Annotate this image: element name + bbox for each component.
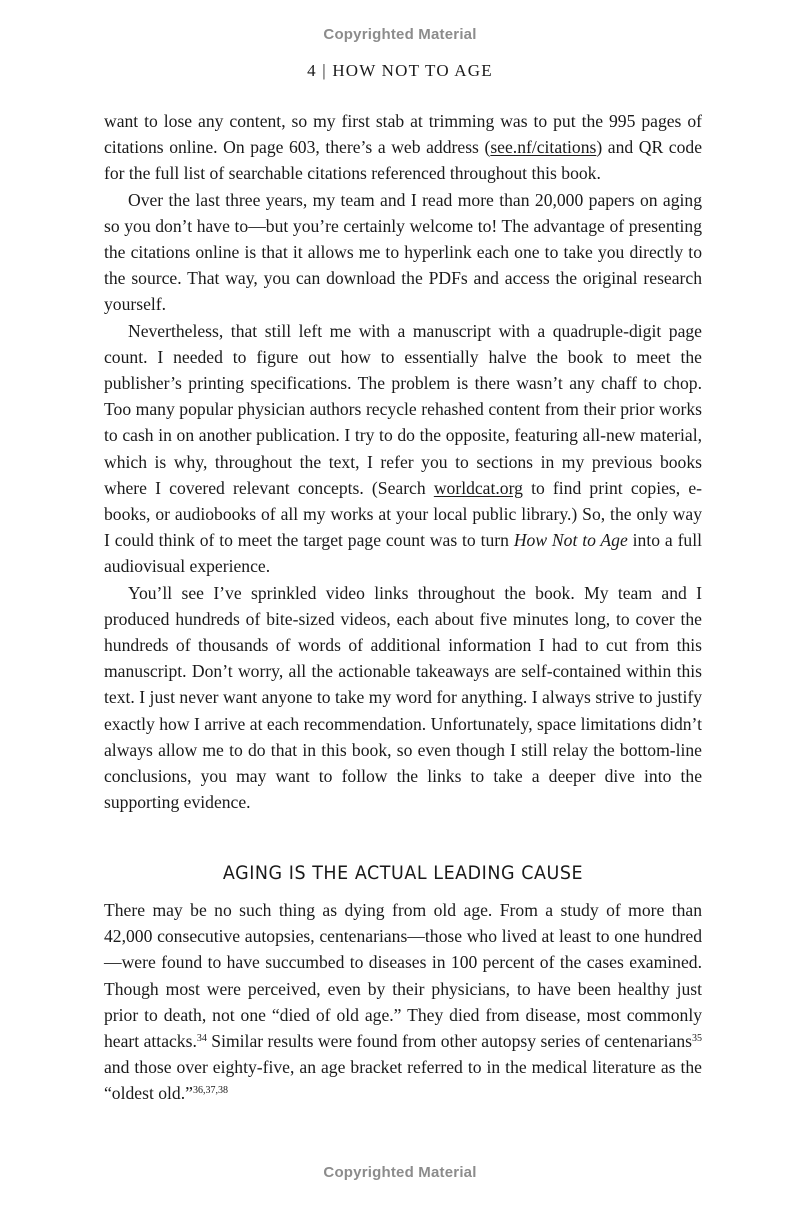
watermark-bottom: Copyrighted Material: [323, 1164, 477, 1181]
running-head: 4 | HOW NOT TO AGE: [307, 61, 493, 80]
book-title: How Not to Age: [513, 530, 628, 551]
paragraph-3: [104, 318, 702, 580]
paragraph-4: You’ll see I’ve sprinkled video links throughout the book. My team and I produced hundreds of bite-sized videos, each about five minutes long, to cover the hundreds of thousands of words of additional information I had to cut from this manuscript. Don’t worry, all the actionable takeaways are self-contained within this text. I just never want anyone to take my word for anything. I always strive to justify exactly how I arrive at each recommendation. Unfortunately, space limitations didn’t always allow me to do that in this book, so even though I still relay the bottom-line conclusions, you may want to follow the links to take a deeper dive into the supporting evidence.: [104, 582, 702, 813]
paragraph-text: and those over eighty-five, an age bracket referred to in the medical literature as the “oldest old.”: [104, 1057, 702, 1104]
section-text: [104, 897, 702, 1107]
paragraph-text: want to lose any content, so my first stab at trimming was to put the 995 pages of citations online. On page 603, there’s a web address (: [104, 111, 702, 158]
footnote-ref[interactable]: 36,37,38: [192, 1085, 228, 1097]
worldcat-link[interactable]: worldcat.org: [433, 477, 523, 498]
paragraph-text: Nevertheless, that still left me with a manuscript with a quadruple-digit page count. I needed to figure out how to essentially halve the book to meet the publisher’s printing specifications. The problem is there wasn’t any chaff to chop. Too many popular physician authors recycle rehashed content from their prior works to cash in on another publication. I try to do the opposite, featuring all-new material, which is why, throughout the text, I refer you to sections in my previous books where I covered relevant concepts. (Search: [104, 320, 702, 498]
intro-text: [104, 108, 702, 815]
paragraph-text: ) and QR code for the full list of searchable citations referenced throughout this book.: [104, 137, 703, 184]
paragraph-2: Over the last three years, my team and I read more than 20,000 papers on aging so you don’t have to—but you’re certainly welcome to! The advantage of presenting the citations online is that it allows me to hyperlink each one to take you directly to the source. That way, you can download the PDFs and access the original research yourself.: [104, 189, 702, 315]
paragraph-text: to find print copies, e-books, or audiobooks of all my works at your local public library.) So, the only way I could think of to meet the target page count was to turn: [104, 477, 702, 551]
footnote-ref[interactable]: 34: [196, 1033, 207, 1045]
paragraph-text: into a full audiovisual experience.: [104, 530, 703, 577]
watermark-top: Copyrighted Material: [323, 26, 477, 43]
paragraph-text: Similar results were found from other autopsy series of centenarians: [206, 1031, 692, 1052]
section-paragraph-1: [104, 897, 702, 1107]
citations-link[interactable]: see.nf/citations: [490, 137, 597, 158]
section-heading: AGING IS THE ACTUAL LEADING CAUSE: [222, 862, 584, 884]
paragraph-text: There may be no such thing as dying from old age. From a study of more than 42,000 consecutive autopsies, centenarians—those who lived at least to one hundred—were found to have succumbed to diseases in 100 percent of the cases examined. Though most were perceived, even by their physicians, to have been healthy just prior to death, not one “died of old age.” They died from disease, most commonly heart attacks.: [104, 900, 702, 1052]
paragraph-1: [104, 108, 702, 187]
footnote-ref[interactable]: 35: [692, 1033, 702, 1045]
